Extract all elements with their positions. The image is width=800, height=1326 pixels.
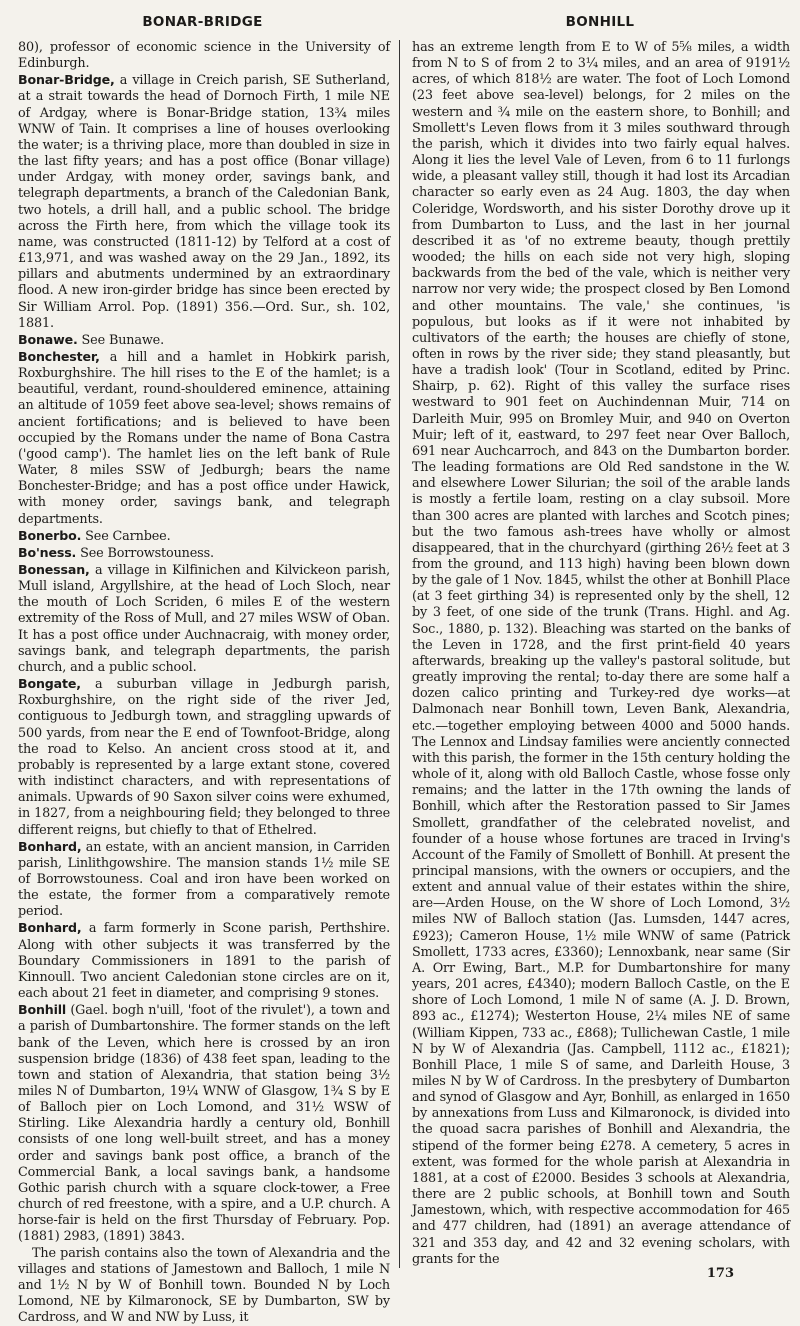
entry-text: 80), professor of economic science in the University of Edinburgh. <box>18 40 390 72</box>
entry-text: a farm formerly in Scone parish, Perthshire. Along with other subjects it was transferred by the Boundary Commissioners in 1891 to the parish of Kinnoull. Two ancient Caledonian stone circles are on it, each about 21 feet in diameter, and comprising 9 stones. <box>18 921 390 1002</box>
paragraph <box>18 332 390 349</box>
entry-headword: Bonawe. <box>18 331 78 347</box>
paragraph <box>18 349 390 528</box>
paragraph <box>18 545 390 562</box>
entry-text: The parish contains also the town of Alexandria and the villages and stations of Jamestown and Balloch, 1 mile N and 1½ N by W of Bonhill town. Bounded N by Loch Lomond, NE by Kilmaronock, SE by Dumbarton, SW by Cardross, and W and NW by Luss, it <box>18 1245 390 1326</box>
entry-text: a village in Kilfinichen and Kilvickeon parish, Mull island, Argyllshire, at the head of Loch Sloch, near the mouth of Loch Scriden, 6 miles E of the western extremity of the Ross of Mull, and 27 miles WSW of Oban. It has a post office under Auchnacraig, with money order, savings bank, and telegraph departments, the parish church, and a public school. <box>18 563 390 675</box>
entry-headword: Bo'ness. <box>18 544 77 560</box>
paragraph <box>18 40 390 72</box>
entry-text: See Bunawe. <box>77 332 165 348</box>
running-head-left: BONAR-BRIDGE <box>142 14 263 30</box>
entry-headword: Bonhard, <box>18 838 82 854</box>
entry-text: See Carnbee. <box>81 528 171 544</box>
paragraph <box>18 562 390 676</box>
paragraph <box>18 1002 390 1245</box>
entry-text: (Gael. bogh n'uill, 'foot of the rivulet'), a town and a parish of Dumbartonshire. The former stands on the left bank of the Leven, which here is crossed by an iron suspension bridge (1836) of 438 feet span, leading to the town and station of Alexandria, that station being 3½ miles N of Dumbarton, 19¼ WNW of Glasgow, 1¾ S by E of Balloch pier on Loch Lomond, and 31½ WSW of Stirling. Like Alexandria hardly a century old, Bonhill consists of one long well-built street, and has a money order and savings bank post office, a branch of the Commercial Bank, a local savings bank, a handsome Gothic parish church with a square clock-tower, a Free church of red freestone, with a spire, and a U.P. church. A horse-fair is held on the first Thursday of February. Pop. (1881) 2983, (1891) 3843. <box>18 1003 390 1245</box>
right-column <box>412 40 790 1268</box>
paragraph <box>18 72 390 332</box>
entry-headword: Bonhard, <box>18 920 82 936</box>
paragraph <box>18 839 390 921</box>
entry-text: a suburban village in Jedburgh parish, Roxburghshire, on the right side of the river Jed, contiguous to Jedburgh town, and straggling upwards of 500 yards, from near the E end of Townfoot-Bridge, along the road to Kelso. An ancient cross stood at it, and probably is represented by a large extant stone, covered with indistinct characters, and with representations of animals. Upwards of 90 Saxon silver coins were exhumed, in 1827, from a neighbouring field; they belonged to three different reigns, but chiefly to that of Ethelred. <box>18 677 390 838</box>
paragraph <box>412 40 790 1268</box>
entry-text: a village in Creich parish, SE Sutherland, at a strait towards the head of Dornoch Firth, 1 mile NE of Ardgay, where is Bonar-Bridge station, 13¾ miles WNW of Tain. It comprises a line of houses overlooking the water; is a thriving place, more than doubled in size in the last fifty years; and has a post office (Bonar village) under Ardgay, with money order, savings bank, and telegraph departments, a branch of the Caledonian Bank, two hotels, a drill hall, and a public school. The bridge across the Firth here, from which the village took its name, was constructed (1811-12) by Telford at a cost of £13,971, and was washed away on the 29 Jan., 1892, its pillars and abutments undermined by an extraordinary flood. A new iron-girder bridge has since been erected by Sir William Arrol. Pop. (1891) 356.—Ord. Sur., sh. 102, 1881. <box>18 73 390 331</box>
running-head-right: BONHILL <box>565 14 635 30</box>
entry-text: has an extreme length from E to W of 5⅝ miles, a width from N to S of from 2 to 3¼ miles, and an area of 9191½ acres, of which 818½ are water. The foot of Loch Lomond (23 feet above sea-level) belongs, for 2 miles on the western and ¾ mile on the eastern shore, to Bonhill; and Smollett's Leven flows from it 3 miles southward through the parish, which it divides into two fairly equal halves. Along it lies the level Vale of Leven, from 6 to 11 furlongs wide, a pleasant valley still, though it had lost its Arcadian character so early even as 24 Aug. 1803, the day when Coleridge, Wordsworth, and his sister Dorothy drove up it from Dumbarton to Luss, and the last in her journal described it as 'of no extreme beauty, though prettily wooded; the hills on each side not very high, sloping backwards from the bed of the vale, which is neither very narrow nor very wide; the prospect closed by Ben Lomond and other mountains. The vale,' she continues, 'is populous, but looks as if it were not inhabited by cultivators of the earth; the houses are chiefly of stone, often in rows by the river side; they stand pleasantly, but have a tradish look' (Tour in Scotland, edited by Princ. Shairp, p. 62). Right of this valley the surface rises westward to 901 feet on Auchindennan Muir, 714 on Darleith Muir, 995 on Bromley Muir, and 940 on Overton Muir; left of it, eastward, to 297 feet near Over Balloch, 691 near Auchcarroch, and 843 on the Dumbarton border. The leading formations are Old Red sandstone in the W. and elsewhere Lower Silurian; the soil of the arable lands is mostly a fertile loam, resting on a clay subsoil. More than 300 acres are planted with larches and Scotch pines; but the two famous ash-trees have wholly or almost disappeared, that in the churchyard (girthing 26½ feet at 3 from the ground, and 113 high) having been blown down by the gale of 1 Nov. 1845, whilst the other at Bonhill Place (at 3 feet girthing 34) is represented only by the shell, 12 by 3 feet, of one side of the trunk (Trans. Highl. and Ag. Soc., 1880, p. 132). Bleaching was started on the banks of the Leven in 1728, and the first print-field 40 years afterwards, breaking up the valley's pastoral solitude, but greatly improving the rental; to-day there are some half a dozen calico printing and Turkey-red dye works—at Dalmonach near Bonhill town, Leven Bank, Alexandria, etc.—together employing between 4000 and 5000 hands. The Lennox and Lindsay families were anciently connected with this parish, the former in the 15th century holding the whole of it, along with old Balloch Castle, whose fosse only remains; and the latter in the 17th owning the lands of Bonhill, which after the Restoration passed to Sir James Smollett, grandfather of the celebrated novelist, and founder of a house whose fortunes are traced in Irving's Account of the Family of Smollett of Bonhill. At present the principal mansions, with the owners or occupiers, and the extent and annual value of their estates within the shire, are—Arden House, on the W shore of Loch Lomond, 3½ miles NW of Balloch station (Jas. Lumsden, 1447 acres, £923); Cameron House, 1½ mile WNW of same (Patrick Smollett, 1733 acres, £3360); Lennoxbank, near same (Sir A. Orr Ewing, Bart., M.P. for Dumbartonshire for many years, 201 acres, £4340); modern Balloch Castle, on the E shore of Loch Lomond, 1 mile N of same (A. J. D. Brown, 893 ac., £1274); Westerton House, 2¼ miles NE of same (William Kippen, 733 ac., £868); Tullichewan Castle, 1 mile N by W of Alexandria (Jas. Campbell, 1112 ac., £1821); Bonhill Place, 1 mile S of same, and Darleith House, 3 miles N by W of Cardross. In the presbytery of Dumbarton and synod of Glasgow and Ayr, Bonhill, as enlarged in 1650 by annexations from Luss and Kilmaronock, is divided into the quoad sacra parishes of Bonhill and Alexandria, the stipend of the former being £278. A cemetery, 5 acres in extent, was formed for the whole parish at Alexandria in 1881, at a cost of £2000. Besides 3 schools at Alexandria, there are 2 public schools, at Bonhill town and South Jamestown, which, with respective accommodation for 465 and 477 children, had (1891) an average attendance of 321 and 353 day, and 42 and 32 evening scholars, with grants for the <box>412 40 790 1267</box>
paragraph <box>18 920 390 1002</box>
paragraph <box>18 1246 390 1326</box>
entry-headword: Bonar-Bridge, <box>18 72 115 88</box>
entry-headword: Bongate, <box>18 676 81 692</box>
entry-headword: Bonhill <box>18 1002 67 1018</box>
entry-headword: Bonchester, <box>18 348 100 364</box>
entry-headword: Bonessan, <box>18 562 90 577</box>
paragraph <box>18 676 390 839</box>
entry-text: a hill and a hamlet in Hobkirk parish, Roxburghshire. The hill rises to the E of the hamlet; is a beautiful, verdant, round-shouldered eminence, attaining an altitude of 1059 feet above sea-level; shows remains of ancient fortifications; and is believed to have been occupied by the Romans under the name of Bona Castra ('good camp'). The hamlet lies on the left bank of Rule Water, 8 miles SSW of Jedburgh; bears the name Bonchester-Bridge; and has a post office under Hawick, with money order, savings bank, and telegraph departments. <box>18 349 390 527</box>
entry-text: See Borrowstouness. <box>76 545 214 561</box>
paragraph <box>18 528 390 545</box>
left-column <box>18 40 390 1326</box>
column-rule <box>399 40 400 1268</box>
page-number: 173 <box>706 1266 734 1281</box>
entry-text: an estate, with an ancient mansion, in Carriden parish, Linlithgowshire. The mansion stands 1½ mile SE of Borrowstouness. Coal and iron have been worked on the estate, the former from a comparatively remote period. <box>18 839 390 920</box>
entry-headword: Bonerbo. <box>18 527 82 543</box>
